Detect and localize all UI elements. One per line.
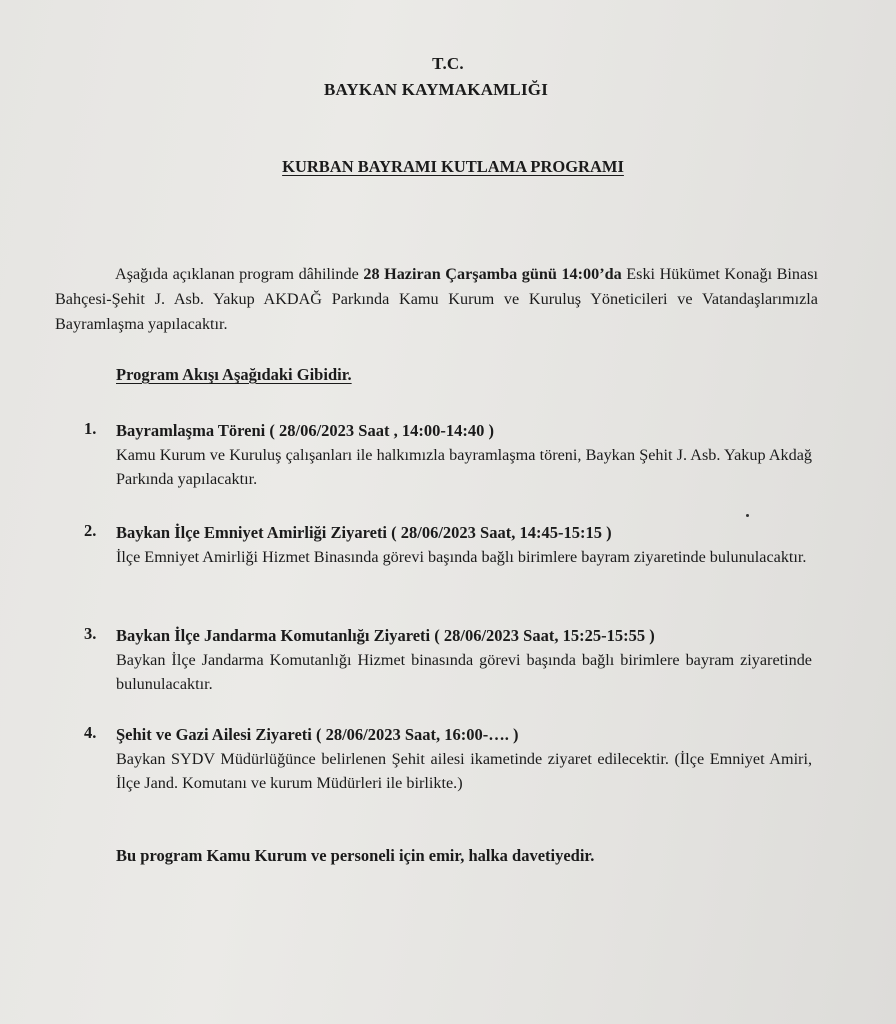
program-item [84,624,812,696]
program-item [84,419,812,491]
intro-date-time: 28 Haziran Çarşamba günü 14:00’da [363,265,622,283]
program-flow-heading: Program Akışı Aşağıdaki Gibidir. [116,365,352,384]
program-item-heading: Bayramlaşma Töreni ( 28/06/2023 Saat , 14:00-14:40 ) [116,421,494,440]
program-item-number: 1. [84,419,97,438]
program-item-heading: Baykan İlçe Emniyet Amirliği Ziyareti ( 28/06/2023 Saat, 14:45-15:15 ) [116,523,612,542]
closing-statement: Bu program Kamu Kurum ve personeli için emir, halka davetiyedir. [116,846,595,865]
header-office-name: BAYKAN KAYMAKAMLIĞI [323,80,549,99]
header-tc: T.C. [432,54,464,73]
program-item-number: 4. [84,723,97,742]
program-item-number: 3. [84,624,97,643]
program-item-number: 2. [84,521,97,540]
program-item-body: İlçe Emniyet Amirliği Hizmet Binasında görevi başında bağlı birimlere bayram ziyaretinde bulunulacaktır. [116,548,807,566]
intro-text-start: Aşağıda açıklanan program dâhilinde [115,265,364,283]
intro-paragraph [55,262,818,337]
program-item [84,521,812,569]
program-item-body: Kamu Kurum ve Kuruluş çalışanları ile halkımızla bayramlaşma töreni, Baykan Şehit J. Asb. Yakup Akdağ Parkında yapılacaktır. [116,446,812,488]
program-item-body: Baykan İlçe Jandarma Komutanlığı Hizmet binasında görevi başında bağlı birimlere bayram ziyaretinde bulunulacaktır. [116,651,812,693]
program-item [84,723,812,795]
paper-speck [746,514,749,517]
program-item-heading: Baykan İlçe Jandarma Komutanlığı Ziyareti ( 28/06/2023 Saat, 15:25-15:55 ) [116,626,655,645]
document-title: KURBAN BAYRAMI KUTLAMA PROGRAMI [282,157,624,176]
intro-text-end: Eski Hükümet Konağı Binası Bahçesi-Şehit J. Asb. Yakup AKDAĞ Parkında Kamu Kurum ve Kuruluş Yöneticileri ve Vatandaşlarımızla Bayramlaşma yapılacaktır. [55,265,818,333]
program-item-body: Baykan SYDV Müdürlüğünce belirlenen Şehit ailesi ikametinde ziyaret edilecektir. (İlçe Emniyet Amiri, İlçe Jand. Komutanı ve kurum Müdürleri ile birlikte.) [116,750,812,792]
program-item-heading: Şehit ve Gazi Ailesi Ziyareti ( 28/06/2023 Saat, 16:00-…. ) [116,725,519,744]
